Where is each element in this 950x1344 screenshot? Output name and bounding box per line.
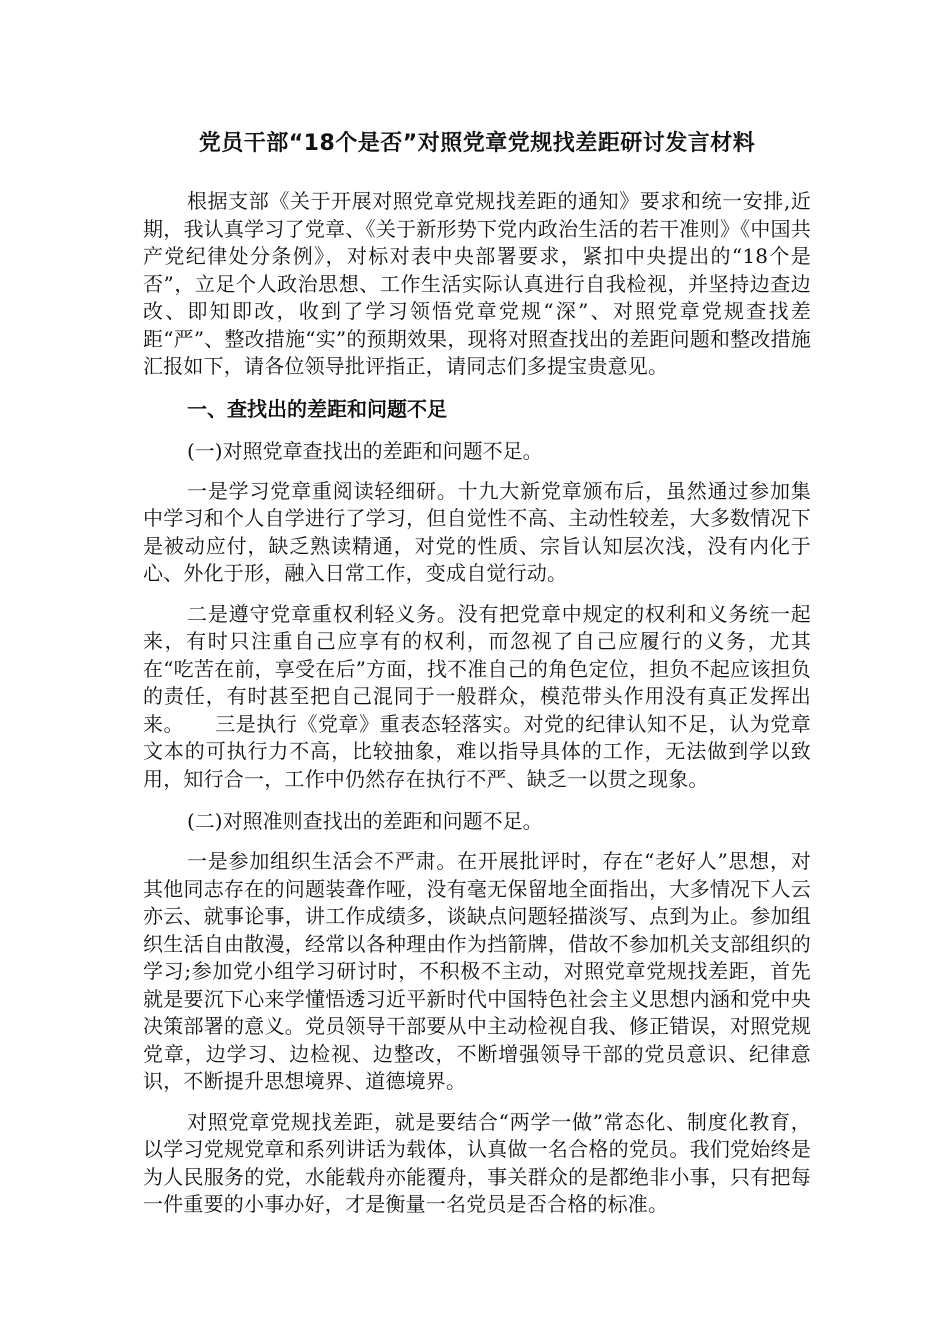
section-heading: 一、查找出的差距和问题不足 [187, 396, 447, 421]
paragraph-rights-duties: 二是遵守党章重权利轻义务。没有把党章中规定的权利和义务统一起来，有时只注重自己应享有的权利，而忽视了自己应履行的义务，尤其在“吃苦在前，享受在后”方面，找不准自己的角色定位，担负不起应该担负的责任，有时甚至把自己混同于一般群众，模范带头作用没有真正发挥出来。 三是执行《党章》重表态轻落实。对党的纪律认知不足，认为党章文本的可执行力不高，比较抽象，难以指导具体的工作，无法做到学以致用，知行合一，工作中仍然存在执行不严、缺乏一以贯之现象。 [143, 601, 811, 791]
paragraph-organizational-life: 一是参加组织生活会不严肃。在开展批评时，存在“老好人”思想，对其他同志存在的问题装聋作哑，没有毫无保留地全面指出，大多情况下人云亦云、就事论事，讲工作成绩多，谈缺点问题轻描淡写、点到为止。参加组织生活自由散漫，经常以各种理由作为挡箭牌，借故不参加机关支部组织的学习;参加党小组学习研讨时，不积极不主动，对照党章党规找差距，首先就是要沉下心来学懂悟透习近平新时代中国特色社会主义思想内涵和党中央决策部署的意义。党员领导干部要从中主动检视自我、修正错误，对照党规党章，边学习、边检视、边整改，不断增强领导干部的党员意识、纪律意识，不断提升思想境界、道德境界。 [143, 849, 811, 1093]
paragraph-study: 一是学习党章重阅读轻细研。十九大新党章颁布后，虽然通过参加集中学习和个人自学进行了学习，但自觉性不高、主动性较差，大多数情况下是被动应付，缺乏熟读精通，对党的性质、宗旨认知层次浅，没有内化于心、外化于形，融入日常工作，变成自觉行动。 [143, 478, 811, 585]
document-title: 党员干部“18个是否”对照党章党规找差距研讨发言材料 [198, 131, 756, 156]
closing-paragraph: 对照党章党规找差距，就是要结合“两学一做”常态化、制度化教育，以学习党规党章和系列讲话为载体，认真做一名合格的党员。我们党始终是为人民服务的党，水能载舟亦能覆舟，事关群众的是都绝非小事，只有把每一件重要的小事办好，才是衡量一名党员是否合格的标准。 [143, 1109, 811, 1216]
document-body [143, 128, 811, 1232]
subsection-heading-guidelines: (二)对照准则查找出的差距和问题不足。 [187, 809, 543, 833]
intro-paragraph: 根据支部《关于开展对照党章党规找差距的通知》要求和统一安排,近期，我认真学习了党章、《关于新形势下党内政治生活的若干准则》《中国共产党纪律处分条例》，对标对表中央部署要求，紧扣中央提出的“18个是否”，立足个人政治思想、工作生活实际认真进行自我检视，并坚持边查边改、即知即改，收到了学习领悟党章党规“深”、对照党章党规查找差距“严”、整改措施“实”的预期效果，现将对照查找出的差距问题和整改措施汇报如下，请各位领导批评指正，请同志们多提宝贵意见。 [143, 189, 811, 378]
subsection-heading-party-constitution: (一)对照党章查找出的差距和问题不足。 [187, 438, 543, 463]
